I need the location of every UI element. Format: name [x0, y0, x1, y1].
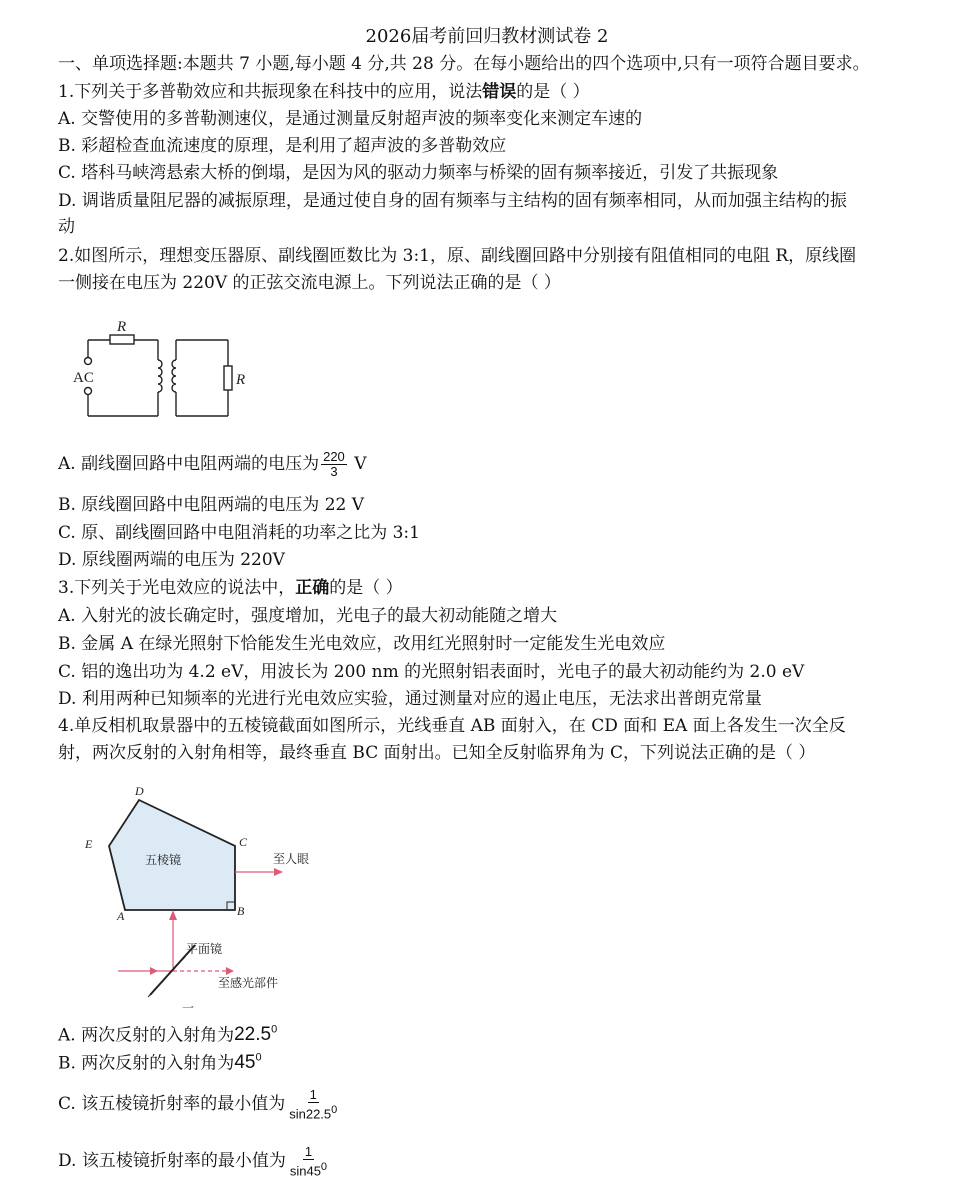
- vertex-c-label: C: [239, 835, 248, 849]
- to-sensor-label: 至感光部件: [218, 976, 279, 990]
- vertex-b-label: B: [237, 904, 245, 918]
- q2-option-a: A. 副线圈回路中电阻两端的电压为 $\frac{220}{3}$ V: [58, 449, 367, 479]
- q3-option-b: B. 金属 A 在绿光照射下恰能发生光电效应，改用红光照射时一定能发生光电效应: [58, 634, 666, 654]
- q1-option-c: C. 塔科马峡湾悬索大桥的倒塌，是因为风的驱动力频率与桥梁的固有频率接近，引发了共振现象: [58, 163, 779, 183]
- q1-option-a: A. 交警使用的多普勒测速仪，是通过测量反射超声波的频率变化来测定车速的: [58, 109, 643, 129]
- q2-option-b: B. 原线圈回路中电阻两端的电压为 22 V: [58, 495, 365, 515]
- q2-stem-line1: 2.如图所示，理想变压器原、副线圈匝数比为 3:1，原、副线圈回路中分别接有阻值相同的电阻 R，原线圈: [58, 246, 857, 266]
- prism-label: 五棱镜: [145, 853, 182, 867]
- q4-option-c: C. 该五棱镜折射率的最小值为 $\frac{1}{\sin 22.5^0}$: [58, 1087, 338, 1122]
- transformer-circuit-figure: [70, 312, 260, 424]
- q4-stem-line1: 4.单反相机取景器中的五棱镜截面如图所示，光线垂直 AB 面射入，在 CD 面和 EA 面上各发生一次全反: [58, 716, 846, 736]
- q1-stem: 1.下列关于多普勒效应和共振现象在科技中的应用，说法错误的是（ ）: [58, 82, 590, 102]
- pentaprism-figure: [78, 780, 338, 1015]
- fraction-1-over-sin45: $\frac{1}{\sin 45^0}$: [289, 1144, 328, 1179]
- q4-option-d: D. 该五棱镜折射率的最小值为 $\frac{1}{\sin 45^0}$: [58, 1144, 328, 1179]
- page-title: 2026届考前回归教材测试卷 2: [365, 26, 609, 47]
- q3-option-a: A. 入射光的波长确定时，强度增加，光电子的最大初动能随之增大: [58, 606, 558, 626]
- mirror-label: 平面镜: [186, 942, 223, 956]
- q1-option-d: D. 调谐质量阻尼器的减振原理，是通过使自身的固有频率与主结构的固有频率相同，从而加强主结构的振: [58, 191, 847, 211]
- fraction-1-over-sin22.5: $\frac{1}{\sin 22.5^0}$: [289, 1087, 338, 1122]
- to-eye-label: 至人眼: [273, 852, 310, 866]
- q3-emphasis: 正确: [295, 578, 330, 598]
- q1-option-b: B. 彩超检查血流速度的原理，是利用了超声波的多普勒效应: [58, 136, 507, 156]
- q3-stem: 3.下列关于光电效应的说法中，正确的是（ ）: [58, 578, 403, 598]
- vertex-a-label: A: [117, 909, 125, 923]
- q2-stem-line2: 一侧接在电压为 220V 的正弦交流电源上。下列说法正确的是（ ）: [58, 273, 561, 293]
- fraction-220-over-3: $\frac{220}{3}$: [323, 449, 345, 479]
- q1-option-d-cont: 动: [58, 217, 75, 237]
- q4-option-a: A. 两次反射的入射角为22.5$^0$: [58, 1024, 278, 1046]
- vertex-e-label: E: [85, 837, 93, 851]
- q3-option-d: D. 利用两种已知频率的光进行光电效应实验，通过测量对应的遏止电压，无法求出普朗克常量: [58, 689, 762, 709]
- q2-option-c: C. 原、副线圈回路中电阻消耗的功率之比为 3:1: [58, 523, 420, 543]
- q4-stem-line2: 射，两次反射的入射角相等，最终垂直 BC 面射出。已知全反射临界角为 C，下列说法正确的是（ ）: [58, 743, 816, 763]
- vertex-d-label: D: [135, 784, 144, 798]
- resistor-label-right: R: [236, 372, 246, 388]
- q3-option-c: C. 铝的逸出功为 4.2 eV，用波长为 200 nm 的光照射铝表面时，光电子的最大初动能约为 2.0 eV: [58, 662, 805, 682]
- q4-option-b: B. 两次反射的入射角为$45^0$: [58, 1052, 262, 1074]
- section-heading: 一、单项选择题:本题共 7 小题,每小题 4 分,共 28 分。在每小题给出的四个选项中,只有一项符合题目要求。: [58, 54, 870, 74]
- q1-emphasis: 错误: [482, 82, 517, 102]
- figure-dash-mark: 一: [182, 1001, 195, 1015]
- q2-option-d: D. 原线圈两端的电压为 220V: [58, 550, 285, 570]
- ac-source-label: AC: [73, 370, 94, 386]
- resistor-label-top: R: [117, 319, 127, 335]
